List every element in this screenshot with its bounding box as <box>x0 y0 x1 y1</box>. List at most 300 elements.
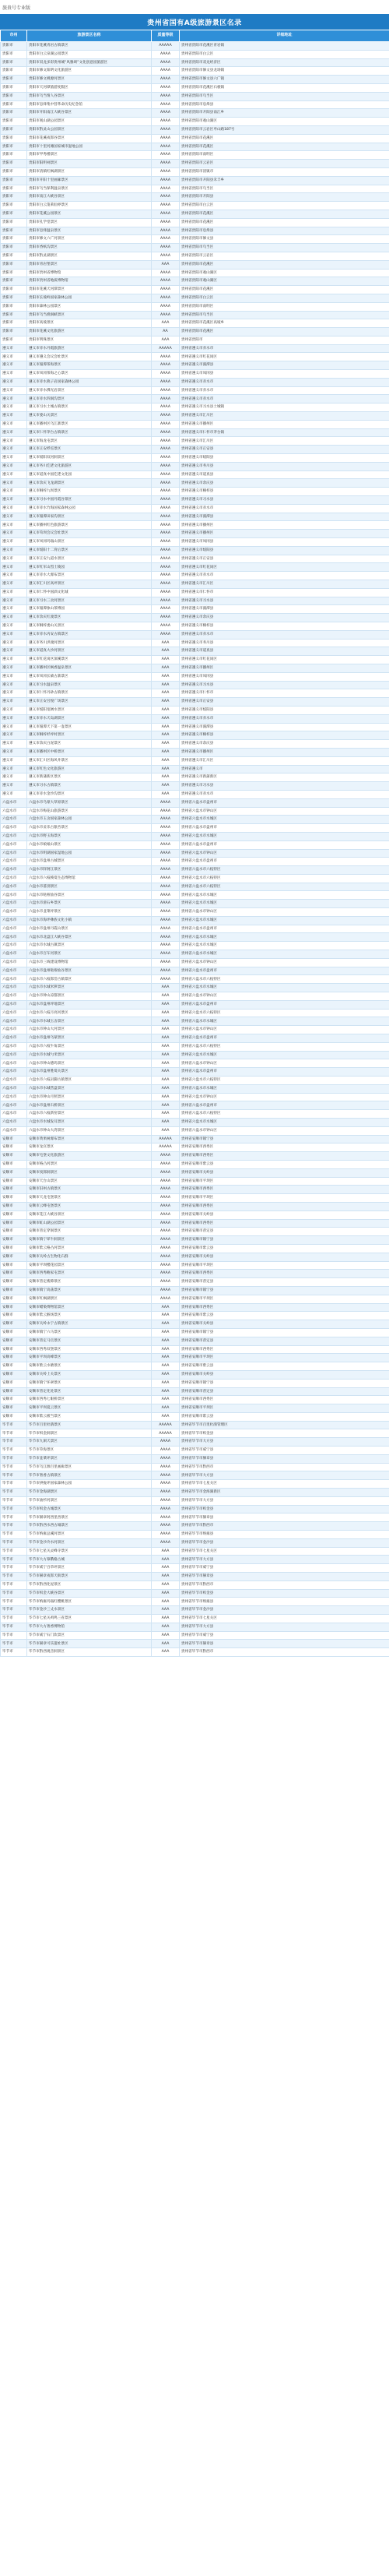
scenic-name-cell: 贵阳市十里河滩国家城市湿地公园 <box>27 143 152 151</box>
address-cell: 贵州省遵义市汇川区 <box>180 756 389 765</box>
city-cell: 遵义市 <box>1 756 27 765</box>
quality-level-cell: AAAA <box>152 614 180 622</box>
table-row <box>1 1531 389 1539</box>
quality-level-cell: AAAA <box>152 58 180 67</box>
table-row <box>1 302 389 311</box>
scenic-name-cell: 遵义市赤水竹海国家森林公园 <box>27 504 152 513</box>
address-cell: 贵州省贵阳市云岩区 <box>180 252 389 260</box>
table-row <box>1 1573 389 1581</box>
scenic-name-cell: 安顺市云峰屯堡景区 <box>27 1202 152 1210</box>
address-cell: 贵州省毕节市威宁县 <box>180 1447 389 1455</box>
city-cell: 遵义市 <box>1 563 27 572</box>
scenic-name-cell: 遵义市习水古镇景区 <box>27 782 152 791</box>
table-row <box>1 900 389 908</box>
address-cell: 贵州省遵义市赤水市 <box>180 572 389 580</box>
address-cell: 贵州省遵义市赤水市 <box>180 790 389 798</box>
table-row <box>1 891 389 900</box>
table-row <box>1 1228 389 1236</box>
scenic-name-cell: 毕节市金沙三丈水景区 <box>27 1606 152 1615</box>
table-row <box>1 1606 389 1615</box>
city-cell: 六盘水市 <box>1 798 27 807</box>
address-cell: 贵州省安顺市关岭县 <box>180 1253 389 1261</box>
scenic-name-cell: 毕节市奢香古镇景区 <box>27 1471 152 1480</box>
table-row <box>1 328 389 337</box>
city-cell: 贵阳市 <box>1 277 27 286</box>
table-row <box>1 488 389 496</box>
scenic-name-cell: 六盘水市钟山德坞景区 <box>27 1059 152 1068</box>
table-row <box>1 942 389 950</box>
scenic-name-cell: 贵阳市修文桃源河景区 <box>27 76 152 84</box>
scenic-name-cell: 贵阳市甲秀楼景区 <box>27 151 152 160</box>
scenic-name-cell: 六盘水市盘州胜境关景区 <box>27 1068 152 1077</box>
quality-level-cell: AAAA <box>152 1438 180 1447</box>
scenic-name-cell: 六盘水市水城勺米景区 <box>27 1051 152 1059</box>
quality-level-cell: AAA <box>152 1362 180 1371</box>
address-cell: 贵州省遵义市赤水市 <box>180 386 389 395</box>
city-cell: 遵义市 <box>1 605 27 614</box>
address-cell: 贵州省六盘水市水城区 <box>180 1017 389 1026</box>
quality-level-cell: AAA <box>152 731 180 740</box>
city-cell: 遵义市 <box>1 530 27 538</box>
city-cell: 贵阳市 <box>1 109 27 118</box>
quality-level-cell: AAAA <box>152 504 180 513</box>
address-cell: 贵州省遵义市汇川区 <box>180 437 389 446</box>
table-row <box>1 67 389 76</box>
quality-level-cell: AAAA <box>152 883 180 891</box>
city-cell: 安顺市 <box>1 1194 27 1203</box>
address-cell: 贵州省六盘水市盘州市 <box>180 1101 389 1110</box>
address-cell: 贵州省六盘水市水城区 <box>180 1119 389 1127</box>
address-cell: 贵州省贵阳市花溪区 <box>180 328 389 337</box>
address-cell: 贵州省贵阳市白云区 <box>180 202 389 210</box>
quality-level-cell: AAAA <box>152 1496 180 1505</box>
table-row <box>1 731 389 740</box>
scenic-name-cell: 安顺市紫云水塘景区 <box>27 1362 152 1371</box>
address-cell: 贵州省六盘水市盘州市 <box>180 925 389 933</box>
table-row <box>1 1286 389 1295</box>
scenic-name-cell: 遵义市务川洪渡河景区 <box>27 639 152 647</box>
scenic-name-cell: 六盘水市钟山大湾景区 <box>27 1126 152 1135</box>
address-cell: 贵州省毕节市织金县 <box>180 1429 389 1438</box>
table-row <box>1 218 389 227</box>
address-cell: 贵州省遵义市 <box>180 765 389 774</box>
scenic-name-cell: 遵义市湄潭象山茶博园 <box>27 605 152 614</box>
table-row <box>1 1034 389 1043</box>
table-row <box>1 504 389 513</box>
table-row <box>1 967 389 975</box>
quality-level-cell: AAAA <box>152 386 180 395</box>
scenic-name-cell: 六盘水市海坪彝族文化小镇 <box>27 916 152 925</box>
address-cell: 贵州省遵义市习水县土城镇 <box>180 403 389 412</box>
scenic-name-cell: 遵义市习水温泉景区 <box>27 681 152 689</box>
city-cell: 安顺市 <box>1 1354 27 1362</box>
address-cell: 贵州省遵义市新蒲新区 <box>180 774 389 782</box>
scenic-name-cell: 贵阳市息烽集中营革命历史纪念馆 <box>27 100 152 109</box>
city-cell: 遵义市 <box>1 386 27 395</box>
table-row <box>1 824 389 833</box>
scenic-name-cell: 遵义市赤水丹霞旅游区 <box>27 344 152 353</box>
quality-level-cell: AAA <box>152 1589 180 1598</box>
scenic-name-cell: 六盘水市滑石乡景区 <box>27 900 152 908</box>
table-row <box>1 1168 389 1177</box>
city-cell: 遵义市 <box>1 698 27 707</box>
quality-level-cell: AAAA <box>152 361 180 370</box>
scenic-name-cell: 贵阳市修文六广河景区 <box>27 235 152 244</box>
city-cell: 毕节市 <box>1 1454 27 1463</box>
city-cell: 毕节市 <box>1 1598 27 1606</box>
city-cell: 贵阳市 <box>1 260 27 269</box>
table-row <box>1 1119 389 1127</box>
city-cell: 遵义市 <box>1 672 27 681</box>
address-cell: 贵州省六盘水市六枝特区 <box>180 975 389 984</box>
quality-level-cell: AAA <box>152 639 180 647</box>
table-row <box>1 134 389 143</box>
quality-level-cell: AAA <box>152 260 180 269</box>
scenic-name-cell: 毕节市金海湖景区 <box>27 1489 152 1497</box>
table-row <box>1 1648 389 1657</box>
page-title: 贵州省国有A级旅游景区名录 <box>0 14 389 30</box>
scenic-name-cell: 安顺市普定梭筛景区 <box>27 1278 152 1287</box>
quality-level-cell: AAAA <box>152 580 180 589</box>
city-cell: 六盘水市 <box>1 824 27 833</box>
address-cell: 贵州省遵义市正安县 <box>180 446 389 454</box>
city-cell: 六盘水市 <box>1 975 27 984</box>
table-row <box>1 1362 389 1371</box>
address-cell: 贵州省贵阳市白云区 <box>180 50 389 58</box>
quality-level-cell: AAAA <box>152 83 180 92</box>
city-cell: 安顺市 <box>1 1202 27 1210</box>
table-row <box>1 202 389 210</box>
address-cell: 贵州省贵阳市白云区 <box>180 294 389 302</box>
quality-level-cell: AAAA <box>152 395 180 403</box>
city-cell: 贵阳市 <box>1 167 27 176</box>
city-cell: 六盘水市 <box>1 916 27 925</box>
quality-level-cell: AAA <box>152 774 180 782</box>
quality-level-cell: AAAA <box>152 555 180 563</box>
quality-level-cell: AAAA <box>152 1236 180 1245</box>
scenic-name-cell: 贵阳市开阳十里画廊景区 <box>27 176 152 185</box>
table-row <box>1 437 389 446</box>
city-cell: 安顺市 <box>1 1219 27 1228</box>
address-cell: 贵州省六盘水市水城区 <box>180 832 389 840</box>
address-cell: 贵州省遵义市仁怀市茅台镇 <box>180 428 389 437</box>
address-cell: 贵州省贵阳市云岩区枣山路187号 <box>180 125 389 134</box>
table-row <box>1 109 389 118</box>
quality-level-cell: AAAA <box>152 496 180 505</box>
city-cell: 毕节市 <box>1 1606 27 1615</box>
quality-level-cell: AAA <box>152 1101 180 1110</box>
quality-level-cell: AAA <box>152 1640 180 1648</box>
city-cell: 六盘水市 <box>1 866 27 875</box>
address-cell: 贵州省遵义市赤水市 <box>180 504 389 513</box>
quality-level-cell: AAAA <box>152 967 180 975</box>
table-row <box>1 689 389 698</box>
quality-level-cell: AAA <box>152 1598 180 1606</box>
city-cell: 毕节市 <box>1 1438 27 1447</box>
table-row <box>1 639 389 647</box>
quality-level-cell: AAAA <box>152 1261 180 1270</box>
quality-level-cell: AAA <box>152 1009 180 1017</box>
address-cell: 贵州省六盘水市盘州市 <box>180 967 389 975</box>
address-cell: 贵州省贵阳市乌当区 <box>180 185 389 193</box>
city-cell: 安顺市 <box>1 1228 27 1236</box>
address-cell: 贵州省安顺市西秀区 <box>180 1186 389 1194</box>
table-row <box>1 756 389 765</box>
address-cell: 贵州省贵阳市花溪区高坡乡 <box>180 319 389 328</box>
city-cell: 毕节市 <box>1 1564 27 1573</box>
quality-level-cell: AAAA <box>152 933 180 942</box>
table-row <box>1 555 389 563</box>
address-cell: 贵州省遵义市汇川区 <box>180 412 389 421</box>
scenic-name-cell: 毕节市黔西化屋景区 <box>27 1580 152 1589</box>
quality-level-cell: AAA <box>152 1623 180 1631</box>
address-cell: 贵州省毕节市织金县 <box>180 1505 389 1514</box>
table-row <box>1 100 389 109</box>
scenic-name-cell: 遵义市播州区中桥景区 <box>27 748 152 756</box>
table-row <box>1 252 389 260</box>
address-cell: 贵州省遵义市绥阳县 <box>180 546 389 555</box>
table-row <box>1 1160 389 1168</box>
quality-level-cell: AAA <box>152 681 180 689</box>
scenic-name-cell: 遵义市习水三岔河景区 <box>27 597 152 605</box>
scenic-name-cell: 贵阳市黔灵湖景区 <box>27 252 152 260</box>
scenic-name-cell: 安顺市蜡染博物馆景区 <box>27 1303 152 1312</box>
scenic-name-cell: 遵义市凤冈玛瑙山景区 <box>27 538 152 547</box>
table-row <box>1 1489 389 1497</box>
scenic-name-cell: 遵义市汇川区海风井景区 <box>27 756 152 765</box>
table-row <box>1 1110 389 1119</box>
scenic-name-cell: 安顺市屯堡文化旅游区 <box>27 1152 152 1161</box>
address-cell: 贵州省遵义市习水县 <box>180 597 389 605</box>
quality-level-cell: AAA <box>152 1328 180 1337</box>
scenic-name-cell: 安顺市天台山景区 <box>27 1177 152 1186</box>
quality-level-cell: AAAA <box>152 227 180 235</box>
table-row <box>1 1412 389 1421</box>
city-cell: 遵义市 <box>1 378 27 386</box>
address-cell: 贵州省贵阳市花溪区 <box>180 134 389 143</box>
address-cell: 贵州省遵义市红花岗区 <box>180 353 389 361</box>
scenic-name-cell: 六盘水市娘娘山景区 <box>27 840 152 849</box>
quality-level-cell: AAA <box>152 1026 180 1034</box>
scenic-name-cell: 六盘水市盘州乌蒙景区 <box>27 1034 152 1043</box>
quality-level-cell: AAA <box>152 723 180 731</box>
address-cell: 贵州省遵义市正安县 <box>180 698 389 707</box>
scenic-name-cell: 贵阳市开阳南江大峡谷景区 <box>27 109 152 118</box>
column-header-city: 市州 <box>1 30 27 42</box>
city-cell: 遵义市 <box>1 572 27 580</box>
city-cell: 遵义市 <box>1 588 27 597</box>
table-row <box>1 530 389 538</box>
scenic-name-cell: 遵义市仁怀茅台古镇景区 <box>27 428 152 437</box>
address-cell: 贵州省六盘水市水城区 <box>180 900 389 908</box>
scenic-name-cell: 遵义市余庆白泥景区 <box>27 740 152 749</box>
city-cell: 六盘水市 <box>1 1068 27 1077</box>
city-cell: 六盘水市 <box>1 1126 27 1135</box>
scenic-name-cell: 贵阳市贵州省地质博物馆 <box>27 277 152 286</box>
quality-level-cell: AAA <box>152 1303 180 1312</box>
address-cell: 贵州省贵阳市南明区 <box>180 302 389 311</box>
city-cell: 遵义市 <box>1 437 27 446</box>
address-cell: 贵州省六盘水市水城区 <box>180 950 389 959</box>
address-cell: 贵州省六盘水市盘州市 <box>180 798 389 807</box>
city-cell: 遵义市 <box>1 622 27 630</box>
city-cell: 毕节市 <box>1 1505 27 1514</box>
city-cell: 遵义市 <box>1 706 27 714</box>
quality-level-cell: AAAA <box>152 218 180 227</box>
city-cell: 遵义市 <box>1 395 27 403</box>
table-row <box>1 420 389 428</box>
table-row <box>1 1135 389 1144</box>
scenic-name-cell: 贵阳市花溪文化旅游区 <box>27 328 152 337</box>
address-cell: 贵州省遵义市播州区 <box>180 664 389 672</box>
city-cell: 遵义市 <box>1 462 27 470</box>
address-cell: 贵州省安顺市西秀区 <box>180 1152 389 1161</box>
address-cell: 贵州省安顺市镇宁县 <box>180 1286 389 1295</box>
city-cell: 毕节市 <box>1 1463 27 1471</box>
quality-level-cell: AAAA <box>152 1228 180 1236</box>
address-cell: 贵州省六盘水市盘州市 <box>180 840 389 849</box>
quality-level-cell: AAAA <box>152 866 180 875</box>
address-cell: 贵州省毕节市七星关区 <box>180 1547 389 1556</box>
table-row <box>1 353 389 361</box>
city-cell: 贵阳市 <box>1 92 27 100</box>
table-row <box>1 1278 389 1287</box>
quality-level-cell: AAAA <box>152 353 180 361</box>
quality-level-cell: AAAA <box>152 151 180 160</box>
scenic-name-cell: 安顺市平坝高峰景区 <box>27 1354 152 1362</box>
table-row <box>1 782 389 791</box>
quality-level-cell: AAAA <box>152 370 180 379</box>
quality-level-cell: AAAA <box>152 446 180 454</box>
quality-level-cell: AAAA <box>152 286 180 294</box>
table-row <box>1 1337 389 1345</box>
city-cell: 贵阳市 <box>1 244 27 252</box>
city-cell: 遵义市 <box>1 538 27 547</box>
table-row <box>1 462 389 470</box>
address-cell: 贵州省遵义市播州区 <box>180 521 389 530</box>
quality-level-cell: AAAA <box>152 958 180 967</box>
city-cell: 贵阳市 <box>1 143 27 151</box>
table-row <box>1 1640 389 1648</box>
city-cell: 安顺市 <box>1 1177 27 1186</box>
scenic-name-cell: 毕节市纳雍总溪河景区 <box>27 1531 152 1539</box>
address-cell: 贵州省六盘水市钟山区 <box>180 992 389 1001</box>
scenic-name-cell: 遵义市桐梓九坝景区 <box>27 488 152 496</box>
quality-level-cell: AAA <box>152 1345 180 1354</box>
city-cell: 贵阳市 <box>1 67 27 76</box>
table-row <box>1 614 389 622</box>
address-cell: 贵州省毕节市纳雍县 <box>180 1531 389 1539</box>
address-cell: 贵州省毕节市黔西市 <box>180 1463 389 1471</box>
address-cell: 贵州省贵阳市观山湖区 <box>180 118 389 126</box>
city-cell: 贵阳市 <box>1 134 27 143</box>
address-cell: 贵州省贵阳市花溪区 <box>180 286 389 294</box>
city-cell: 安顺市 <box>1 1261 27 1270</box>
scenic-name-cell: 遵义市红色文化旅游区 <box>27 765 152 774</box>
city-cell: 毕节市 <box>1 1471 27 1480</box>
table-row <box>1 1387 389 1396</box>
scenic-name-cell: 贵阳市双龙多彩贵州城“风雅颂”文化创意园旅游区 <box>27 58 152 67</box>
scenic-name-cell: 贵阳市天河潭旅游度假区 <box>27 83 152 92</box>
quality-level-cell: AAAA <box>152 530 180 538</box>
table-row <box>1 798 389 807</box>
scenic-name-cell: 六盘水市妥乐古银杏景区 <box>27 824 152 833</box>
scenic-name-cell: 六盘水市水城营盘景区 <box>27 1084 152 1093</box>
scenic-name-cell: 毕节市织金洞景区 <box>27 1429 152 1438</box>
address-cell: 贵州省毕节市威宁县 <box>180 1631 389 1640</box>
table-row <box>1 1210 389 1219</box>
quality-level-cell: AAA <box>152 336 180 344</box>
table-row <box>1 1077 389 1085</box>
scenic-name-cell: 遵义市湄潭田家沟景区 <box>27 513 152 521</box>
quality-level-cell: AAAA <box>152 311 180 319</box>
scenic-name-cell: 毕节市草海景区 <box>27 1447 152 1455</box>
address-cell: 贵州省安顺市关岭县 <box>180 1210 389 1219</box>
city-cell: 毕节市 <box>1 1573 27 1581</box>
quality-level-cell: AAAA <box>152 67 180 76</box>
quality-level-cell: AAAA <box>152 470 180 479</box>
city-cell: 安顺市 <box>1 1320 27 1329</box>
table-row <box>1 807 389 816</box>
scenic-name-cell: 毕节市九洞天景区 <box>27 1438 152 1447</box>
scenic-name-cell: 毕节市拱拢坪国家森林公园 <box>27 1480 152 1489</box>
scenic-name-cell: 贵阳市孔学堂景区 <box>27 218 152 227</box>
quality-level-cell: AAAA <box>152 1210 180 1219</box>
table-row <box>1 840 389 849</box>
table-row <box>1 1303 389 1312</box>
table-row <box>1 874 389 883</box>
scenic-name-cell: 六盘水市百车河景区 <box>27 950 152 959</box>
scenic-name-cell: 遵义市余庆飞龙湖景区 <box>27 479 152 488</box>
scenic-name-cell: 六盘水市北盘江大峡谷景区 <box>27 933 152 942</box>
address-cell: 贵州省六盘水市六枝特区 <box>180 1009 389 1017</box>
quality-level-cell: AAAA <box>152 605 180 614</box>
scenic-name-cell: 贵阳市乌当情人谷景区 <box>27 92 152 100</box>
address-cell: 贵州省六盘水市盘州市 <box>180 1000 389 1009</box>
address-cell: 贵州省安顺市关岭县 <box>180 1168 389 1177</box>
quality-level-cell: AAAA <box>152 832 180 840</box>
city-cell: 遵义市 <box>1 513 27 521</box>
table-row <box>1 167 389 176</box>
scenic-name-cell: 遵义市赤水四洞沟景区 <box>27 395 152 403</box>
table-row <box>1 446 389 454</box>
city-cell: 安顺市 <box>1 1404 27 1413</box>
city-cell: 贵阳市 <box>1 151 27 160</box>
scenic-name-cell: 遵义市仁怀中国酒文化城 <box>27 588 152 597</box>
address-cell: 贵州省毕节市大方县 <box>180 1556 389 1564</box>
quality-level-cell: AAA <box>152 1051 180 1059</box>
scenic-name-cell: 贵阳市森林公园景区 <box>27 302 152 311</box>
address-cell: 贵州省安顺市普定县 <box>180 1337 389 1345</box>
address-cell: 贵州省安顺市普定县 <box>180 1228 389 1236</box>
scenic-name-cell: 贵阳市修文阳明文化旅游区 <box>27 67 152 76</box>
city-cell: 毕节市 <box>1 1429 27 1438</box>
scenic-name-cell: 六盘水市明湖国家湿地公园 <box>27 849 152 858</box>
quality-level-cell: AAA <box>152 1615 180 1623</box>
city-cell: 六盘水市 <box>1 840 27 849</box>
scenic-name-cell: 贵阳市高坡景区 <box>27 319 152 328</box>
quality-level-cell: AAAA <box>152 294 180 302</box>
quality-level-cell: AAA <box>152 1077 180 1085</box>
city-cell: 遵义市 <box>1 521 27 530</box>
scenic-name-cell: 安顺市镇宁六马景区 <box>27 1328 152 1337</box>
city-cell: 贵阳市 <box>1 176 27 185</box>
city-cell: 遵义市 <box>1 740 27 749</box>
table-row <box>1 1202 389 1210</box>
table-row <box>1 1219 389 1228</box>
city-cell: 六盘水市 <box>1 1051 27 1059</box>
quality-level-cell: AAAA <box>152 428 180 437</box>
